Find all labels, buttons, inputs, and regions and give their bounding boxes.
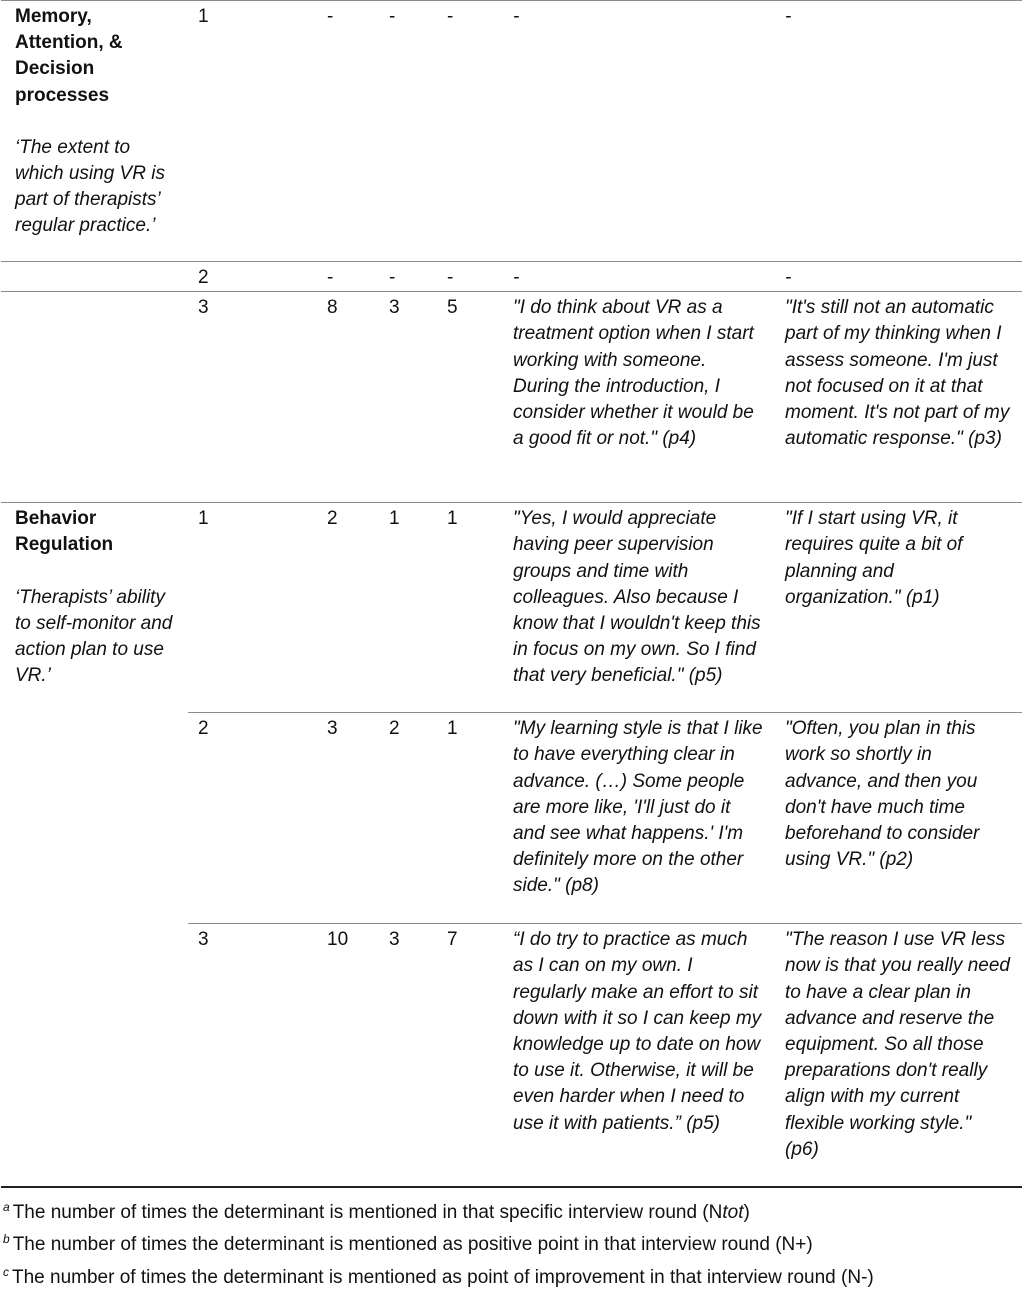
table-row xyxy=(1,292,1022,503)
ntot-cell: - xyxy=(307,1,380,262)
determinant-cell xyxy=(1,924,188,1187)
positive-quote-cell: - xyxy=(505,1,779,262)
determinant-description: ‘The extent to which using VR is part of therapists’ regular practice.’ xyxy=(15,136,165,237)
npos-cell: - xyxy=(380,1,443,262)
table-row xyxy=(1,1,1022,262)
ntot-cell: 3 xyxy=(307,713,380,924)
footnote-text: The number of times the determinant is mentioned as positive point in that interview round (N+) xyxy=(12,1234,813,1256)
nneg-cell: 7 xyxy=(443,924,505,1187)
determinants-table xyxy=(1,0,1022,1188)
footnote-marker: c xyxy=(3,1264,9,1279)
footnote-italic-text: tot xyxy=(722,1201,744,1223)
determinant-cell xyxy=(1,1,188,262)
npos-cell: 3 xyxy=(380,292,443,503)
ntot-cell: 2 xyxy=(307,503,380,713)
table-row xyxy=(1,503,1022,713)
positive-quote-cell: "Yes, I would appreciate having peer supervision groups and time with colleagues. Also because I know that I wouldn't keep this in focus on my own. So I find that very beneficial." (p5) xyxy=(505,503,779,713)
positive-quote-cell: “I do try to practice as much as I can on my own. I regularly make an effort to sit down with it so I can keep my knowledge up to date on how to use it. Otherwise, it will be even harder when I need to use it with patients.” (p5) xyxy=(505,924,779,1187)
footnote-marker: a xyxy=(3,1199,10,1214)
improvement-quote-cell: "It's still not an automatic part of my thinking when I assess someone. I'm just not focused on it at that moment. It's not part of my automatic response." (p3) xyxy=(779,292,1022,503)
table-row xyxy=(1,713,1022,924)
footnote-c xyxy=(3,1259,1023,1291)
table-row xyxy=(1,262,1022,292)
round-cell: 1 xyxy=(188,1,307,262)
improvement-quote-cell: "Often, you plan in this work so shortly in advance, and then you don't have much time beforehand to consider using VR." (p2) xyxy=(779,713,1022,924)
round-cell: 3 xyxy=(188,924,307,1187)
footnote-b xyxy=(3,1226,1023,1259)
nneg-cell: 1 xyxy=(443,713,505,924)
footnote-text: The number of times the determinant is mentioned in that specific interview round (N xyxy=(12,1201,723,1223)
footnote-text-end: ) xyxy=(743,1201,750,1223)
round-cell: 2 xyxy=(188,713,307,924)
table-row xyxy=(1,924,1022,1187)
positive-quote-cell: - xyxy=(505,262,779,292)
positive-quote-cell: "I do think about VR as a treatment option when I start working with someone. During the introduction, I consider whether it would be a good fit or not." (p4) xyxy=(505,292,779,503)
nneg-cell: - xyxy=(443,262,505,292)
determinant-title: Behavior Regulation xyxy=(15,508,114,556)
nneg-cell: 5 xyxy=(443,292,505,503)
round-cell: 2 xyxy=(188,262,307,292)
table-footnotes xyxy=(0,1194,1023,1291)
improvement-quote-cell: "If I start using VR, it requires quite a bit of planning and organization." (p1) xyxy=(779,503,1022,713)
npos-cell: 3 xyxy=(380,924,443,1187)
determinant-cell xyxy=(1,292,188,503)
determinant-cell xyxy=(1,262,188,292)
determinant-cell xyxy=(1,503,188,713)
ntot-cell: 10 xyxy=(307,924,380,1187)
footnote-marker: b xyxy=(3,1232,10,1247)
positive-quote-cell: "My learning style is that I like to have everything clear in advance. (…) Some people are more like, 'I'll just do it and see what happens.' I'm definitely more on the other side." (p8) xyxy=(505,713,779,924)
npos-cell: 1 xyxy=(380,503,443,713)
footnote-text: The number of times the determinant is mentioned as point of improvement in that interview round (N-) xyxy=(12,1266,874,1288)
nneg-cell: 1 xyxy=(443,503,505,713)
determinant-description: ‘Therapists’ ability to self-monitor and action plan to use VR.’ xyxy=(15,586,173,687)
determinant-title: Memory, Attention, & Decision processes xyxy=(15,6,123,106)
ntot-cell: - xyxy=(307,262,380,292)
nneg-cell: - xyxy=(443,1,505,262)
improvement-quote-cell: - xyxy=(779,262,1022,292)
ntot-cell: 8 xyxy=(307,292,380,503)
npos-cell: - xyxy=(380,262,443,292)
improvement-quote-cell: - xyxy=(779,1,1022,262)
determinant-cell xyxy=(1,713,188,924)
round-cell: 1 xyxy=(188,503,307,713)
footnote-a xyxy=(3,1194,1023,1227)
round-cell: 3 xyxy=(188,292,307,503)
improvement-quote-cell: "The reason I use VR less now is that you really need to have a clear plan in advance and reserve the equipment. So all those preparations don't really align with my current flexible working style." (p6) xyxy=(779,924,1022,1187)
npos-cell: 2 xyxy=(380,713,443,924)
